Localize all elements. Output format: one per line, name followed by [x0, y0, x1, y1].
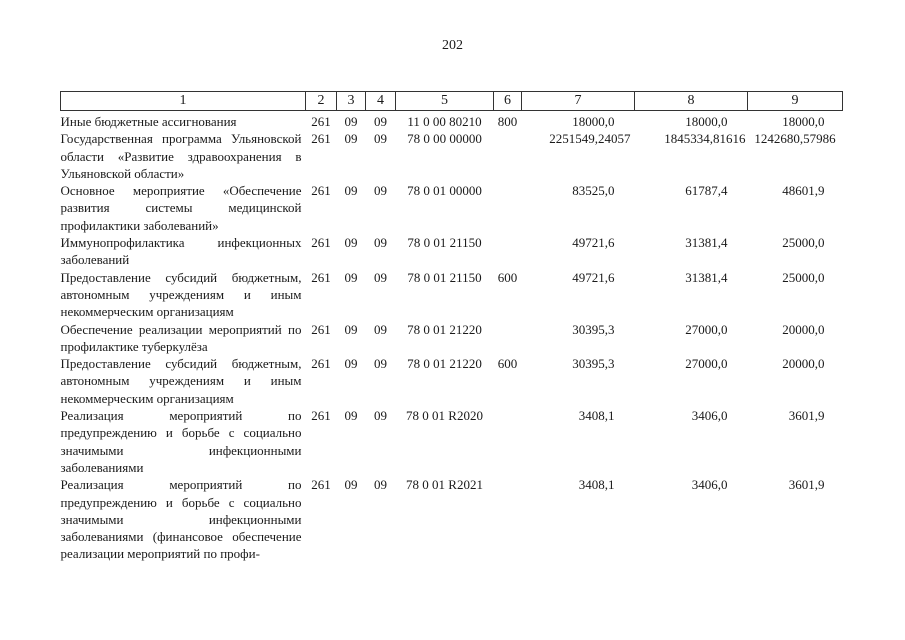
row-c8: 27000,0 [685, 321, 728, 337]
row-c5: 78 0 01 R2021 [406, 477, 483, 493]
row-name: Обеспечение реализации мероприятий по профилактике туберкулёза [60, 321, 302, 354]
row-c8: 3406,0 [691, 408, 728, 424]
header-row [61, 92, 843, 111]
row-c4: 09 [374, 183, 387, 199]
row-c8: 61787,4 [685, 183, 728, 199]
row-c6 [494, 321, 522, 356]
header-cell-3: 3 [337, 92, 366, 111]
row-c2: 261 [311, 235, 331, 251]
row-c9: 20000,0 [782, 356, 825, 372]
row-c9: 25000,0 [782, 235, 825, 251]
row-c7: 18000,0 [572, 114, 615, 129]
row-c2: 261 [311, 269, 331, 285]
row-c6: 600 [497, 269, 518, 285]
row-c2: 261 [311, 356, 331, 372]
row-c3: 09 [344, 269, 358, 285]
row-c2: 261 [311, 114, 331, 129]
row-c2: 261 [311, 408, 331, 424]
header-cell-4: 4 [366, 92, 396, 111]
header-cell-7: 7 [522, 92, 635, 111]
row-c3: 09 [344, 408, 358, 424]
row-c8: 27000,0 [685, 356, 728, 372]
row-c6 [494, 407, 522, 476]
row-c8: 18000,0 [685, 114, 728, 129]
row-c5: 78 0 01 21220 [407, 356, 482, 372]
row-c9: 25000,0 [782, 269, 825, 285]
table-row [61, 130, 843, 182]
row-c6 [494, 476, 522, 562]
row-name: Основное мероприятие «Обеспечение развития системы медицинской профилактики заболеваний» [60, 183, 302, 233]
row-c3: 09 [344, 321, 358, 337]
page-number: 202 [442, 38, 463, 53]
row-c8: 31381,4 [685, 269, 728, 285]
row-c9: 3601,9 [788, 477, 825, 493]
budget-table [60, 91, 843, 563]
row-c7: 30395,3 [572, 356, 615, 372]
table-header [61, 92, 843, 111]
row-c4: 09 [374, 114, 387, 129]
row-c9: 18000,0 [782, 114, 825, 129]
table-row [61, 476, 843, 562]
table-row [61, 321, 843, 356]
row-name: Реализация мероприятий по предупреждению и борьбе с социально значимыми инфекционными заболеваниями [60, 408, 302, 475]
row-name: Государственная программа Ульяновской области «Развитие здравоохранения в Ульяновской области» [60, 131, 302, 181]
row-name: Реализация мероприятий по предупреждению и борьбе с социально значимыми инфекционными заболеваниями (финансовое обеспечение реализации мероприятий по профи- [60, 477, 302, 562]
row-c2: 261 [311, 321, 331, 337]
row-c9: 3601,9 [788, 408, 825, 424]
row-c4: 09 [374, 235, 387, 251]
row-c7: 30395,3 [572, 321, 615, 337]
row-name: Иммунопрофилактика инфекционных заболеваний [60, 235, 302, 268]
row-c8: 1845334,81616 [664, 131, 746, 147]
table-row [61, 234, 843, 269]
header-cell-1: 1 [61, 92, 306, 111]
header-cell-6: 6 [494, 92, 522, 111]
row-c5: 78 0 00 00000 [407, 131, 482, 147]
row-c3: 09 [344, 356, 358, 372]
row-c6 [494, 130, 522, 182]
header-cell-8: 8 [635, 92, 748, 111]
row-c6 [494, 182, 522, 234]
row-c9: 1242680,57986 [754, 131, 836, 147]
row-c2: 261 [311, 183, 331, 199]
row-c5: 78 0 01 00000 [407, 183, 482, 199]
row-c7: 2251549,24057 [549, 131, 631, 147]
row-c4: 09 [374, 477, 387, 493]
row-c9: 48601,9 [782, 183, 825, 199]
row-c6: 800 [497, 114, 518, 129]
header-cell-5: 5 [396, 92, 494, 111]
row-c8: 31381,4 [685, 235, 728, 251]
row-c2: 261 [311, 131, 331, 147]
table-row [61, 269, 843, 321]
row-c4: 09 [374, 356, 387, 372]
row-c6 [494, 234, 522, 269]
row-c4: 09 [374, 408, 387, 424]
row-c4: 09 [374, 321, 387, 337]
row-c3: 09 [344, 477, 358, 493]
row-c4: 09 [374, 269, 387, 285]
row-c2: 261 [311, 477, 331, 493]
row-c3: 09 [344, 131, 358, 147]
row-c4: 09 [374, 131, 387, 147]
row-c5: 78 0 01 R2020 [406, 408, 483, 424]
row-c5: 78 0 01 21150 [407, 235, 482, 251]
row-c8: 3406,0 [691, 477, 728, 493]
row-c6: 600 [497, 356, 518, 372]
table-row [61, 355, 843, 407]
table-row [61, 182, 843, 234]
table-row [61, 407, 843, 476]
row-c5: 78 0 01 21150 [407, 269, 482, 285]
row-name: Предоставление субсидий бюджетным, автономным учреждениям и иным некоммерческим организациям [60, 269, 302, 320]
row-c3: 09 [344, 235, 358, 251]
row-name: Иные бюджетные ассигнования [60, 114, 237, 129]
row-c7: 49721,6 [572, 235, 615, 251]
row-c7: 3408,1 [578, 408, 615, 424]
row-c3: 09 [344, 114, 358, 129]
row-c5: 11 0 00 80210 [407, 114, 482, 129]
header-cell-2: 2 [306, 92, 337, 111]
row-c7: 3408,1 [578, 477, 615, 493]
header-cell-9: 9 [748, 92, 843, 111]
row-c5: 78 0 01 21220 [407, 321, 482, 337]
table-row [61, 111, 843, 131]
row-name: Предоставление субсидий бюджетным, автономным учреждениям и иным некоммерческим организациям [60, 356, 302, 406]
row-c3: 09 [344, 183, 358, 199]
row-c7: 83525,0 [572, 183, 615, 199]
table-body [61, 111, 843, 563]
row-c9: 20000,0 [782, 321, 825, 337]
row-c7: 49721,6 [572, 269, 615, 285]
